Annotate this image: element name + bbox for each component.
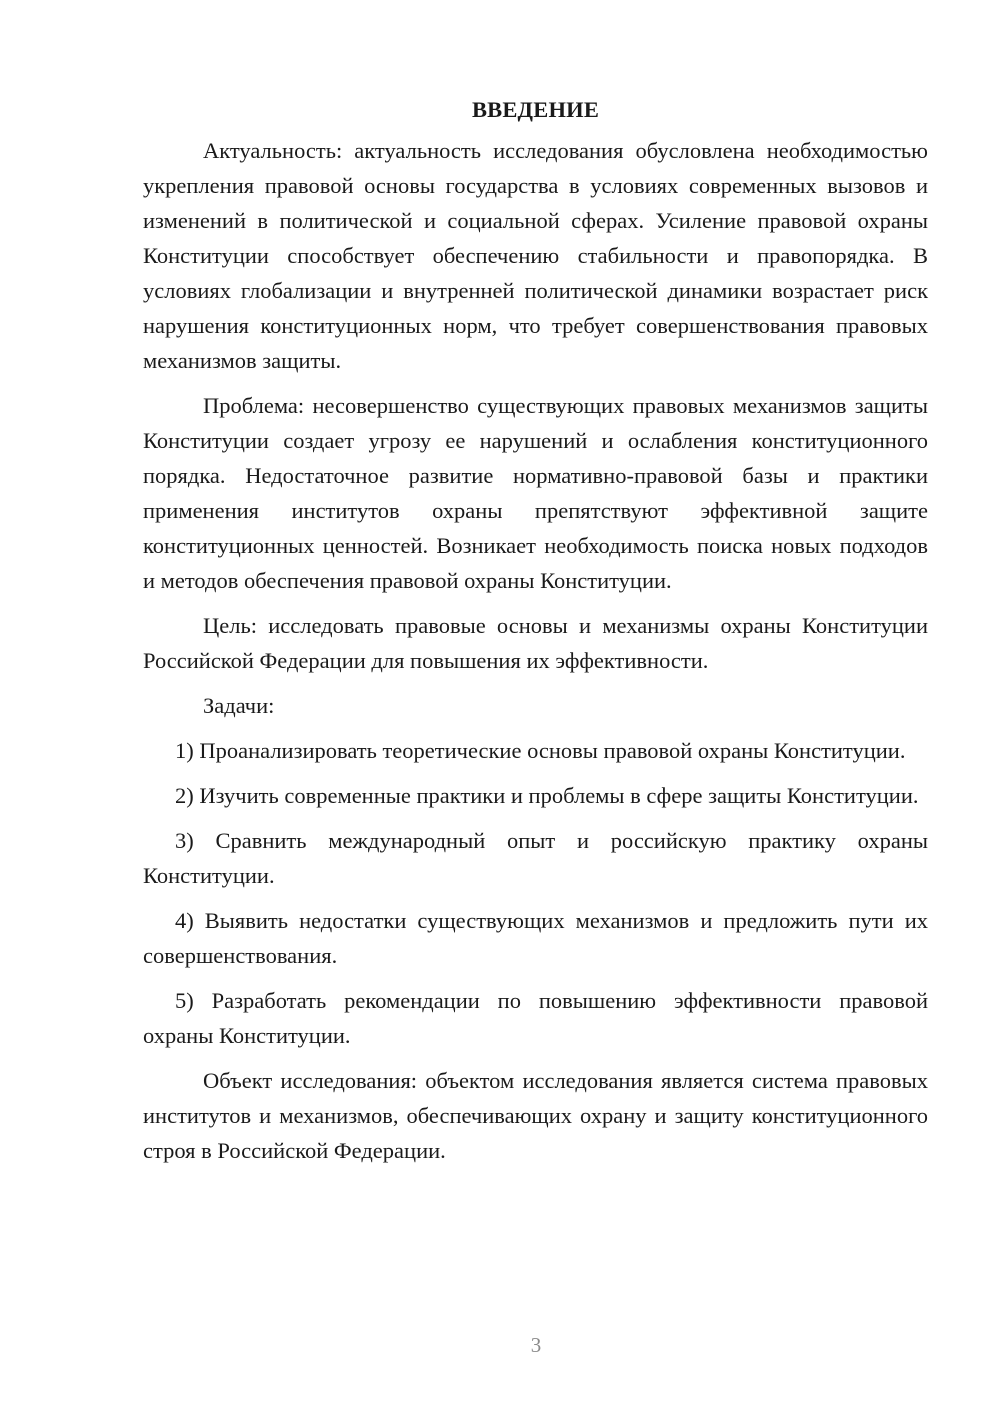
document-page [143,92,928,1178]
tasks-label: Задачи: [203,693,275,718]
task-item-3: 3) Сравнить международный опыт и российскую практику охраны Конституции. [143,828,928,888]
problem-paragraph: Проблема: несовершенство существующих правовых механизмов защиты Конституции создает угрозу ее нарушений и ослабления конституционного порядка. Недостаточное развитие нормативно-правовой базы и практики применения институтов охраны препятствуют эффективной защите конституционных ценностей. Возникает необходимость поиска новых подходов и методов обеспечения правовой охраны Конституции. [143,393,928,593]
task-item-1: 1) Проанализировать теоретические основы правовой охраны Конституции. [175,738,906,763]
page-number: 3 [530,1333,542,1357]
relevance-paragraph: Актуальность: актуальность исследования обусловлена необходимостью укрепления правовой основы государства в условиях современных вызовов и изменений в политической и социальной сферах. Усиление правовой охраны Конституции способствует обеспечению стабильности и правопорядка. В условиях глобализации и внутренней политической динамики возрастает риск нарушения конституционных норм, что требует совершенствования правовых механизмов защиты. [143,138,928,373]
section-heading: ВВЕДЕНИЕ [471,97,600,122]
object-paragraph: Объект исследования: объектом исследования является система правовых институтов и механизмов, обеспечивающих охрану и защиту конституционного строя в Российской Федерации. [143,1068,928,1163]
task-item-4: 4) Выявить недостатки существующих механизмов и предложить пути их совершенствования. [143,908,928,968]
goal-paragraph: Цель: исследовать правовые основы и механизмы охраны Конституции Российской Федерации для повышения их эффективности. [143,613,928,673]
task-item-2: 2) Изучить современные практики и проблемы в сфере защиты Конституции. [175,783,919,808]
task-item-5: 5) Разработать рекомендации по повышению эффективности правовой охраны Конституции. [143,988,928,1048]
